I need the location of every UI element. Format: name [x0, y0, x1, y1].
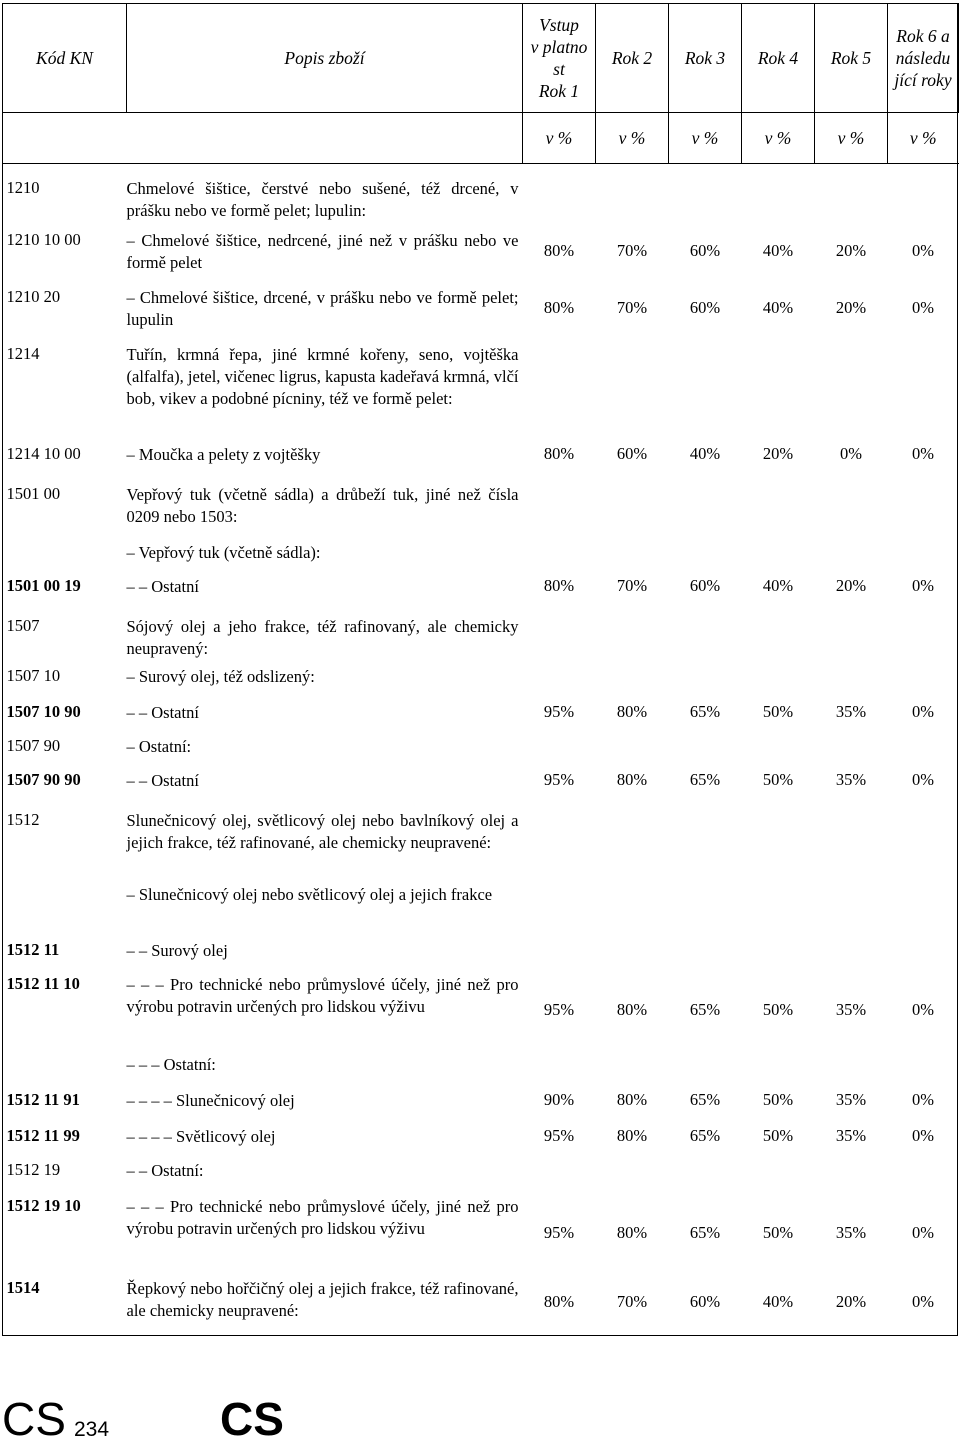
table-row	[3, 880, 959, 936]
row-rate-rok2: 80%	[616, 1223, 648, 1242]
table-row	[3, 802, 959, 880]
row-rate-rok5: 35%	[835, 770, 867, 789]
row-description: Tuřín, krmná řepa, jiné krmné kořeny, seno, vojtěška (alfalfa), jetel, vičenec ligrus, kapusta kadeřavá krmná, vlčí bob, vikev a podobné pícniny, též ve formě pelet:	[126, 345, 519, 408]
row-rate-rok2	[596, 662, 669, 698]
row-rate-rok1	[523, 538, 596, 572]
row-rate-rok6: 0%	[912, 1126, 934, 1145]
row-rate-rok6: 0%	[912, 240, 934, 260]
row-rate-rok2: 80%	[616, 1090, 648, 1109]
row-description: – – – – Světlicový olej	[126, 1127, 276, 1146]
header-rok2: Rok 2	[596, 4, 669, 113]
row-rate-rok4	[742, 880, 815, 936]
row-rate-rok4	[742, 1156, 815, 1192]
row-rate-rok6	[888, 538, 959, 572]
row-rate-rok4: 50%	[762, 1000, 794, 1019]
row-description: Řepkový nebo hořčičný olej a jejich frakce, též rafinované, ale chemicky neupravené:	[126, 1279, 519, 1320]
row-rate-rok5	[815, 880, 888, 936]
row-rate-rok2: 80%	[616, 702, 648, 721]
row-rate-rok3: 60%	[689, 576, 721, 595]
row-code: 1214 10 00	[6, 444, 81, 463]
row-rate-rok4	[742, 1050, 815, 1086]
table-row	[3, 1086, 959, 1122]
row-description: – – Surový olej	[126, 941, 228, 960]
row-rate-rok3	[669, 476, 742, 538]
row-rate-rok4: 50%	[762, 1126, 794, 1145]
row-rate-rok2: 70%	[616, 240, 648, 260]
row-rate-rok1	[523, 880, 596, 936]
row-rate-rok6	[888, 164, 959, 223]
row-rate-rok2	[596, 476, 669, 538]
row-rate-rok3	[669, 1050, 742, 1086]
row-rate-rok4: 50%	[762, 702, 794, 721]
row-description: – Surový olej, též odslizený:	[126, 667, 315, 686]
row-rate-rok2	[596, 1156, 669, 1192]
footer-page-number: 234	[74, 1418, 110, 1441]
row-rate-rok4	[742, 476, 815, 538]
row-rate-rok1	[523, 732, 596, 766]
row-code: 1210	[6, 178, 40, 197]
row-rate-rok4: 50%	[762, 1223, 794, 1242]
row-rate-rok4	[742, 164, 815, 223]
row-rate-rok3	[669, 336, 742, 440]
row-rate-rok5	[815, 802, 888, 880]
row-rate-rok1: 95%	[543, 770, 575, 789]
row-rate-rok1: 80%	[543, 444, 575, 463]
row-rate-rok1: 80%	[543, 240, 575, 260]
row-rate-rok5: 35%	[835, 1000, 867, 1019]
row-code: 1507 90	[6, 736, 61, 755]
row-rate-rok6	[888, 608, 959, 662]
row-rate-rok6	[888, 1050, 959, 1086]
row-rate-rok4	[742, 662, 815, 698]
row-rate-rok4	[742, 732, 815, 766]
page-footer	[0, 1390, 960, 1444]
row-description: Slunečnicový olej, světlicový olej nebo bavlníkový olej a jejich frakce, též rafinované, ale chemicky neupravené:	[126, 811, 519, 852]
unit-rok2: v %	[596, 113, 669, 164]
row-rate-rok5	[815, 662, 888, 698]
row-code: 1512 19 10	[6, 1196, 81, 1215]
row-rate-rok1	[523, 936, 596, 970]
row-code: 1507 10 90	[6, 702, 81, 721]
table-body	[3, 164, 959, 1331]
row-description: – Vepřový tuk (včetně sádla):	[126, 543, 321, 562]
row-rate-rok5	[815, 476, 888, 538]
row-rate-rok2: 60%	[616, 444, 648, 463]
table-row	[3, 222, 959, 279]
row-rate-rok3: 65%	[689, 1126, 721, 1145]
table-row	[3, 698, 959, 732]
row-rate-rok1: 95%	[543, 1000, 575, 1019]
row-rate-rok1: 80%	[543, 297, 575, 317]
table-row	[3, 1274, 959, 1330]
row-rate-rok2	[596, 936, 669, 970]
row-rate-rok3	[669, 608, 742, 662]
row-code: 1512 11 99	[6, 1126, 80, 1145]
row-rate-rok4	[742, 538, 815, 572]
header-rok1: Vstup v platno st Rok 1	[523, 4, 596, 113]
row-code	[3, 880, 127, 936]
row-rate-rok5: 20%	[835, 1292, 867, 1311]
row-rate-rok6: 0%	[912, 1292, 934, 1311]
row-rate-rok3	[669, 538, 742, 572]
row-rate-rok1: 80%	[543, 1292, 575, 1311]
row-code: 1512 11	[6, 940, 60, 959]
row-code: 1501 00	[6, 484, 61, 503]
row-rate-rok6	[888, 336, 959, 440]
table-row	[3, 164, 959, 223]
row-rate-rok5: 35%	[835, 1223, 867, 1242]
row-rate-rok1	[523, 1050, 596, 1086]
row-rate-rok1	[523, 662, 596, 698]
table-row	[3, 1192, 959, 1274]
row-rate-rok6: 0%	[912, 297, 934, 317]
row-rate-rok3	[669, 164, 742, 223]
row-description: Vepřový tuk (včetně sádla) a drůbeží tuk, jiné než čísla 0209 nebo 1503:	[126, 485, 519, 526]
row-rate-rok3	[669, 732, 742, 766]
row-description: – – Ostatní:	[126, 1161, 204, 1180]
row-code: 1507	[6, 616, 40, 635]
row-rate-rok1	[523, 476, 596, 538]
row-rate-rok2	[596, 880, 669, 936]
row-description: – Chmelové šištice, nedrcené, jiné než v prášku nebo ve formě pelet	[126, 231, 519, 272]
footer-language-code-bold: CS	[220, 1393, 284, 1445]
row-rate-rok2: 70%	[616, 297, 648, 317]
row-rate-rok2: 70%	[616, 576, 648, 595]
row-description: – – – – Slunečnicový olej	[126, 1091, 295, 1110]
row-rate-rok4: 50%	[762, 770, 794, 789]
header-rok4: Rok 4	[742, 4, 815, 113]
row-description: – Moučka a pelety z vojtěšky	[126, 445, 321, 464]
row-code	[3, 538, 127, 572]
row-rate-rok5: 35%	[835, 1126, 867, 1145]
row-rate-rok5	[815, 336, 888, 440]
row-rate-rok3	[669, 662, 742, 698]
table-row	[3, 476, 959, 538]
table-row	[3, 662, 959, 698]
row-rate-rok5	[815, 164, 888, 223]
row-rate-rok3: 60%	[689, 240, 721, 260]
row-rate-rok1: 80%	[543, 576, 575, 595]
row-rate-rok6: 0%	[912, 576, 934, 595]
row-rate-rok6: 0%	[912, 1000, 934, 1019]
unit-rok1: v %	[523, 113, 596, 164]
table-row	[3, 608, 959, 662]
header-popis: Popis zboží	[127, 4, 523, 113]
row-description: – – Ostatní	[126, 771, 199, 790]
table-row	[3, 538, 959, 572]
row-rate-rok5	[815, 732, 888, 766]
row-description: Chmelové šištice, čerstvé nebo sušené, též drcené, v prášku nebo ve formě pelet; lupulin:	[126, 179, 519, 220]
row-description: – Slunečnicový olej nebo světlicový olej a jejich frakce	[126, 885, 493, 904]
row-rate-rok2: 70%	[616, 1292, 648, 1311]
row-rate-rok5: 20%	[835, 240, 867, 260]
row-code	[3, 1050, 127, 1086]
row-rate-rok3: 60%	[689, 1292, 721, 1311]
table-row	[3, 1156, 959, 1192]
row-code: 1514	[6, 1278, 40, 1297]
table-row	[3, 1050, 959, 1086]
row-rate-rok5: 35%	[835, 1090, 867, 1109]
row-code: 1214	[6, 344, 40, 363]
row-rate-rok6	[888, 732, 959, 766]
row-rate-rok6: 0%	[912, 702, 934, 721]
header-kod: Kód KN	[3, 4, 127, 113]
unit-rok4: v %	[742, 113, 815, 164]
row-rate-rok5	[815, 1050, 888, 1086]
row-rate-rok1	[523, 336, 596, 440]
row-rate-rok1: 90%	[543, 1090, 575, 1109]
header-rok6: Rok 6 a následu jící roky	[888, 4, 959, 113]
row-description: – – – Pro technické nebo průmyslové účely, jiné než pro výrobu potravin určených pro lidskou výživu	[126, 975, 519, 1016]
unit-rok3: v %	[669, 113, 742, 164]
row-rate-rok4: 40%	[762, 576, 794, 595]
row-rate-rok3: 65%	[689, 702, 721, 721]
row-rate-rok6	[888, 880, 959, 936]
row-code: 1210 10 00	[6, 230, 81, 249]
row-rate-rok4: 40%	[762, 240, 794, 260]
row-rate-rok4: 50%	[762, 1090, 794, 1109]
unit-rok6: v %	[888, 113, 959, 164]
row-rate-rok3	[669, 1156, 742, 1192]
row-rate-rok3: 40%	[689, 444, 721, 463]
row-rate-rok1: 95%	[543, 702, 575, 721]
row-rate-rok3: 65%	[689, 1090, 721, 1109]
row-code: 1512 11 10	[6, 974, 80, 993]
table-row	[3, 1122, 959, 1156]
row-code: 1501 00 19	[6, 576, 81, 595]
row-rate-rok6	[888, 476, 959, 538]
table-row	[3, 732, 959, 766]
row-code: 1507 90 90	[6, 770, 81, 789]
row-rate-rok1: 95%	[543, 1223, 575, 1242]
table-row	[3, 279, 959, 336]
table-row	[3, 572, 959, 608]
row-rate-rok2	[596, 336, 669, 440]
row-rate-rok6: 0%	[912, 1090, 934, 1109]
row-rate-rok4	[742, 936, 815, 970]
row-code: 1507 10	[6, 666, 61, 685]
row-rate-rok3: 65%	[689, 770, 721, 789]
row-code: 1512 19	[6, 1160, 61, 1179]
row-description: – – – Ostatní:	[126, 1055, 216, 1074]
row-rate-rok4: 40%	[762, 297, 794, 317]
row-code: 1512 11 91	[6, 1090, 80, 1109]
row-rate-rok5	[815, 936, 888, 970]
row-rate-rok6: 0%	[912, 1223, 934, 1242]
row-description: – Chmelové šištice, drcené, v prášku nebo ve formě pelet; lupulin	[126, 288, 519, 329]
table-row	[3, 970, 959, 1050]
row-code: 1210 20	[6, 287, 61, 306]
row-rate-rok2	[596, 1050, 669, 1086]
row-rate-rok2	[596, 732, 669, 766]
row-rate-rok3	[669, 880, 742, 936]
row-code: 1512	[6, 810, 40, 829]
row-rate-rok1	[523, 802, 596, 880]
row-rate-rok2: 80%	[616, 1126, 648, 1145]
row-rate-rok3	[669, 802, 742, 880]
row-rate-rok3: 65%	[689, 1000, 721, 1019]
unit-blank	[127, 113, 523, 164]
table-row	[3, 936, 959, 970]
unit-blank	[3, 113, 127, 164]
row-rate-rok5	[815, 538, 888, 572]
header-rok5: Rok 5	[815, 4, 888, 113]
row-rate-rok3: 65%	[689, 1223, 721, 1242]
row-rate-rok1	[523, 164, 596, 223]
row-rate-rok2	[596, 538, 669, 572]
row-rate-rok2: 80%	[616, 1000, 648, 1019]
row-rate-rok1	[523, 1156, 596, 1192]
row-rate-rok3: 60%	[689, 297, 721, 317]
table-header	[3, 4, 959, 164]
row-rate-rok6	[888, 802, 959, 880]
row-rate-rok2: 80%	[616, 770, 648, 789]
row-rate-rok5: 0%	[840, 444, 862, 463]
table-row	[3, 440, 959, 476]
unit-rok5: v %	[815, 113, 888, 164]
row-description: – Ostatní:	[126, 737, 192, 756]
row-rate-rok3	[669, 936, 742, 970]
table-row	[3, 336, 959, 440]
row-description: – – Ostatní	[126, 703, 199, 722]
row-rate-rok6	[888, 662, 959, 698]
row-rate-rok4: 40%	[762, 1292, 794, 1311]
row-rate-rok1: 95%	[543, 1126, 575, 1145]
row-rate-rok5	[815, 1156, 888, 1192]
row-description: – – – Pro technické nebo průmyslové účely, jiné než pro výrobu potravin určených pro lidskou výživu	[126, 1197, 519, 1238]
row-rate-rok6: 0%	[912, 770, 934, 789]
row-rate-rok5	[815, 608, 888, 662]
row-rate-rok5: 20%	[835, 297, 867, 317]
row-description: – – Ostatní	[126, 577, 199, 596]
row-rate-rok2	[596, 164, 669, 223]
row-rate-rok6	[888, 1156, 959, 1192]
row-rate-rok6	[888, 936, 959, 970]
row-rate-rok1	[523, 608, 596, 662]
tariff-table	[2, 3, 959, 1330]
row-rate-rok5: 35%	[835, 702, 867, 721]
row-rate-rok4	[742, 336, 815, 440]
row-rate-rok5: 20%	[835, 576, 867, 595]
row-description: Sójový olej a jeho frakce, též rafinovaný, ale chemicky neupravený:	[126, 617, 519, 658]
row-rate-rok6: 0%	[912, 444, 934, 463]
row-rate-rok2	[596, 802, 669, 880]
row-rate-rok2	[596, 608, 669, 662]
row-rate-rok4	[742, 802, 815, 880]
row-rate-rok4: 20%	[762, 444, 794, 463]
footer-language-code: CS	[2, 1393, 66, 1445]
row-rate-rok4	[742, 608, 815, 662]
table-row	[3, 766, 959, 802]
header-rok3: Rok 3	[669, 4, 742, 113]
